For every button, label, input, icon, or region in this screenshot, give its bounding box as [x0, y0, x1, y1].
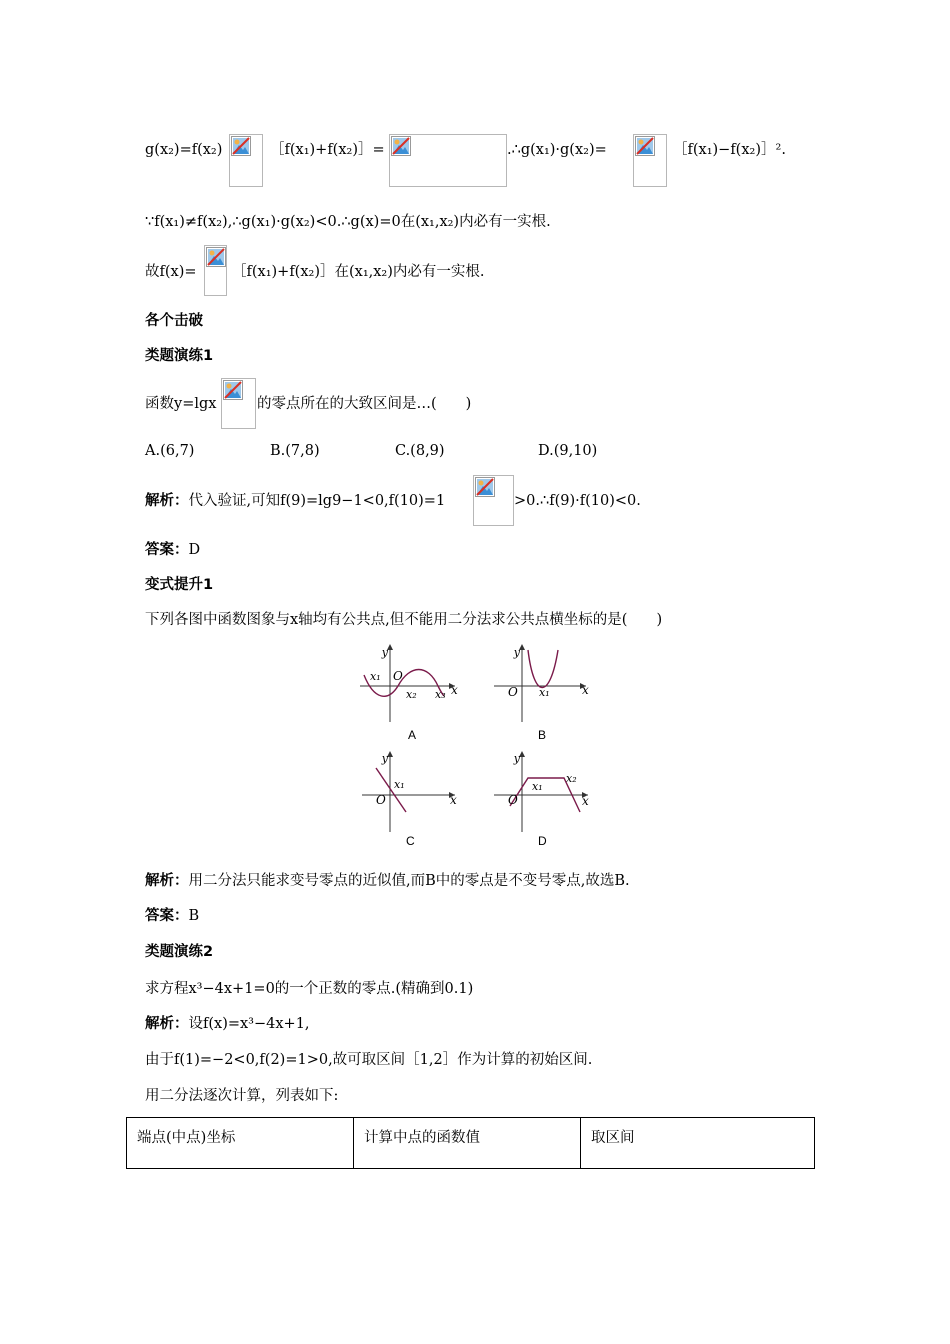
analysis-text: 用二分法只能求变号零点的近似值,而B中的零点是不变号零点,故选B.	[188, 873, 630, 889]
proof-line-3	[145, 262, 197, 282]
proof-text: 故f(x)=	[145, 264, 197, 280]
analysis-text: 代入验证,可知f(9)=lg9−1<0,f(10)=1	[188, 493, 446, 509]
broken-image-icon	[231, 136, 251, 156]
label-origin: O	[393, 669, 403, 683]
label-x: x	[582, 683, 589, 697]
proof-text: .∴g(x₁)·g(x₂)=	[507, 142, 607, 158]
proof-text: ［f(x₁)+f(x₂)］=	[270, 142, 385, 158]
practice1-title: 类题演练1	[145, 348, 214, 364]
section-title: 各个击破	[145, 313, 203, 329]
label-origin: O	[508, 685, 518, 699]
proof-line-2: ∵f(x₁)≠f(x₂),∴g(x₁)·g(x₂)<0.∴g(x)=0在(x₁,x₂)内必有一实根.	[145, 214, 551, 230]
practice2-step2: 用二分法逐次计算，列表如下:	[145, 1088, 339, 1104]
label-y: y	[381, 752, 388, 765]
broken-image-icon	[475, 477, 495, 497]
answer-label: 答案：	[145, 542, 189, 558]
practice2-step1: 由于f(1)=−2<0,f(2)=1>0,故可取区间［1,2］作为计算的初始区间.	[145, 1052, 593, 1068]
broken-image-icon	[223, 380, 243, 400]
table-header-row	[127, 1118, 815, 1169]
proof-text: g(x₂)=f(x₂)	[145, 142, 223, 158]
proof-text: .	[781, 142, 786, 158]
analysis-label: 解析：	[145, 1016, 189, 1032]
option-c: C.(8,9)	[395, 443, 445, 459]
label-x3: x₃	[435, 688, 446, 701]
fraction-image-placeholder	[221, 378, 256, 429]
label-origin: O	[508, 793, 518, 807]
answer-value: B	[188, 908, 200, 924]
table-header-cell: 端点(中点)坐标	[127, 1118, 354, 1169]
broken-image-icon	[635, 136, 655, 156]
proof-line-3b: ［f(x₁)+f(x₂)］在(x₁,x₂)内必有一实根.	[232, 264, 485, 280]
caption-a: A	[408, 728, 417, 742]
proof-line-1d	[673, 140, 786, 160]
label-x: x	[582, 794, 589, 808]
caption-c: C	[406, 834, 415, 848]
analysis-text: 设f(x)=x³−4x+1,	[188, 1016, 310, 1032]
table-header-cell: 取区间	[581, 1118, 815, 1169]
proof-line-1	[145, 140, 222, 160]
analysis-label: 解析：	[145, 873, 189, 889]
option-d: D.(9,10)	[538, 443, 598, 459]
label-x1: x₁	[370, 670, 381, 683]
practice2-title: 类题演练2	[145, 944, 214, 960]
practice1-answer	[145, 540, 200, 560]
label-x1: x₁	[532, 780, 543, 793]
label-y: y	[513, 646, 520, 659]
label-x1: x₁	[394, 778, 405, 791]
graph-c	[358, 748, 462, 852]
variant1-analysis	[145, 871, 630, 891]
caption-b: B	[538, 728, 547, 742]
graph-a	[358, 640, 462, 744]
parabola-curve	[528, 650, 558, 688]
option-b: B.(7,8)	[270, 443, 320, 459]
bisection-table	[126, 1117, 815, 1169]
table-header-cell: 计算中点的函数值	[354, 1118, 581, 1169]
practice2-analysis	[145, 1014, 310, 1034]
label-x2: x₂	[406, 688, 417, 701]
variant1-answer	[145, 906, 199, 926]
analysis-label: 解析：	[145, 493, 189, 509]
label-x: x	[450, 793, 457, 807]
proof-text: ［f(x₁)−f(x₂)］²	[673, 142, 782, 158]
practice1-question: 函数y=lgx	[145, 396, 217, 412]
label-x: x	[451, 683, 458, 697]
label-x1: x₁	[539, 686, 550, 699]
practice2-question: 求方程x³−4x+1=0的一个正数的零点.(精确到0.1)	[145, 981, 474, 997]
proof-line-1b	[270, 140, 385, 160]
graph-d	[490, 748, 594, 852]
label-y: y	[381, 646, 388, 659]
variant1-title: 变式提升1	[145, 577, 214, 593]
answer-label: 答案：	[145, 908, 189, 924]
broken-image-icon	[206, 247, 226, 267]
practice1-analysis-b: >0.∴f(9)·f(10)<0.	[514, 493, 641, 509]
practice1-analysis	[145, 491, 445, 511]
practice1-question-b: 的零点所在的大致区间是…( )	[257, 396, 472, 412]
label-origin: O	[376, 793, 386, 807]
fraction-image-placeholder	[204, 245, 227, 296]
label-y: y	[513, 752, 520, 765]
broken-image-icon	[391, 136, 411, 156]
fraction-image-placeholder	[633, 134, 667, 187]
caption-d: D	[538, 834, 547, 848]
graph-b	[490, 640, 594, 744]
proof-line-1c	[507, 140, 607, 160]
fraction-image-placeholder	[229, 134, 263, 187]
fraction-image-placeholder	[473, 475, 514, 526]
answer-value: D	[188, 542, 201, 558]
variant1-question: 下列各图中函数图象与x轴均有公共点,但不能用二分法求公共点横坐标的是( )	[145, 612, 663, 628]
fraction-image-placeholder	[389, 134, 507, 187]
option-a: A.(6,7)	[145, 443, 195, 459]
label-x2: x₂	[566, 772, 577, 785]
